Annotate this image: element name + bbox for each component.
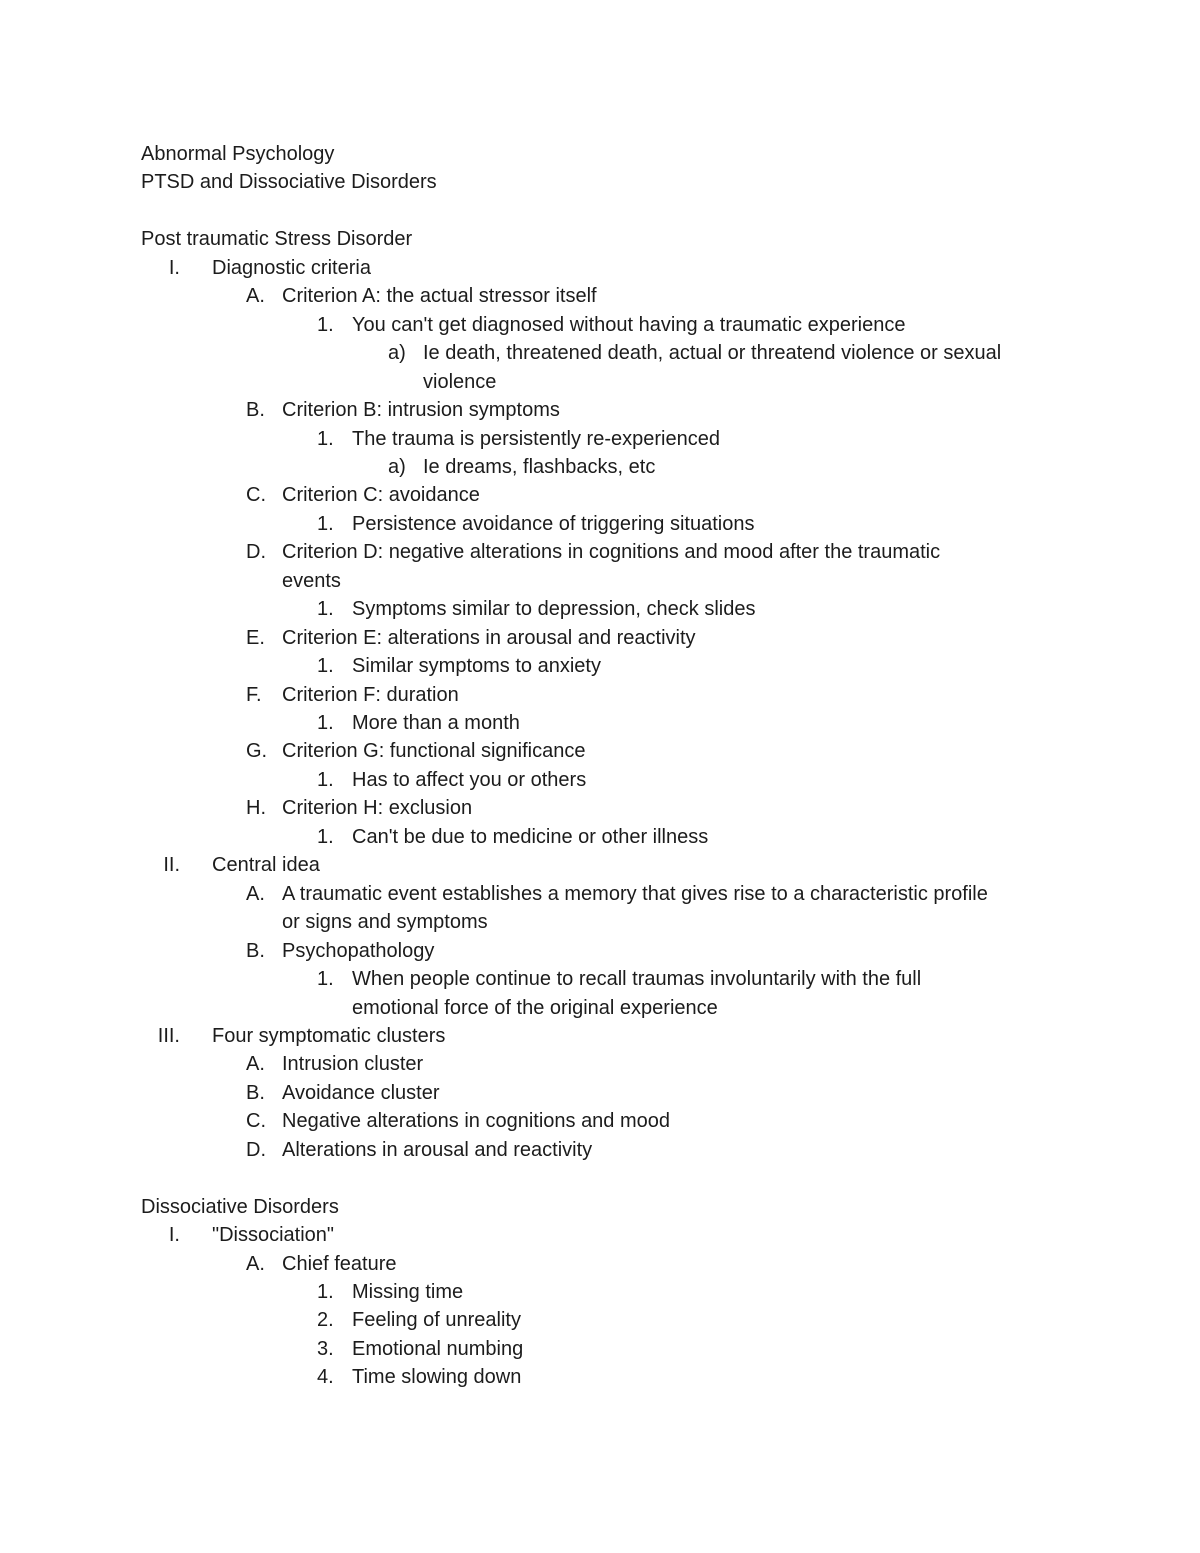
list-item-level-1: "Dissociation" [212,1224,335,1247]
list-marker: 1. [317,598,334,621]
document-subtitle: PTSD and Dissociative Disorders [141,171,437,194]
list-item-continuation: events [282,569,341,592]
list-item-level-3: Time slowing down [352,1366,522,1389]
list-item-level-3: Symptoms similar to depression, check slides [352,598,756,621]
list-item-level-1: Central idea [212,854,320,877]
list-item-level-2: Criterion C: avoidance [282,484,480,507]
list-marker: H. [246,797,266,820]
list-marker: a) [388,455,406,478]
list-item-level-2: Psychopathology [282,939,435,962]
list-item-level-2: Criterion D: negative alterations in cognitions and mood after the traumatic [282,541,941,564]
list-item-level-4: Ie death, threatened death, actual or threatend violence or sexual [423,342,1002,365]
list-marker: I. [168,1224,180,1247]
list-marker: a) [388,342,406,365]
list-item-level-3: When people continue to recall traumas involuntarily with the full [352,968,922,991]
document-title: Abnormal Psychology [141,143,335,165]
list-marker: D. [246,541,266,564]
list-item-level-2: Criterion G: functional significance [282,740,586,763]
list-marker: G. [246,740,268,763]
list-item-level-3: Missing time [352,1281,464,1303]
list-marker: C. [246,484,266,507]
list-item-continuation: violence [423,370,497,393]
list-marker: 3. [317,1337,334,1360]
list-marker: 1. [317,427,334,450]
list-item-level-3: Persistence avoidance of triggering situations [352,512,755,535]
list-marker: B. [246,939,265,962]
list-marker: A. [246,882,265,905]
list-marker: III. [157,1024,180,1047]
list-marker: 4. [317,1366,334,1389]
list-item-level-2: Criterion E: alterations in arousal and reactivity [282,626,696,649]
list-marker: 1. [317,968,334,991]
list-marker: 1. [317,712,334,734]
list-marker: 1. [317,655,334,678]
list-item-level-2: Criterion A: the actual stressor itself [282,285,597,308]
list-marker: 1. [317,768,334,791]
section-heading: Dissociative Disorders [141,1195,339,1218]
list-marker: 1. [317,313,334,336]
list-marker: B. [246,1081,265,1104]
list-item-continuation: or signs and symptoms [282,911,488,934]
section-heading: Post traumatic Stress Disorder [141,228,413,251]
list-item-level-4: Ie dreams, flashbacks, etc [423,455,656,478]
list-item-level-2: Criterion H: exclusion [282,797,473,820]
list-item-level-2: Alterations in arousal and reactivity [282,1138,593,1161]
list-item-level-2: Chief feature [282,1252,397,1275]
list-item-level-3: Has to affect you or others [352,768,587,791]
list-marker: 1. [317,512,334,535]
list-item-level-3: Similar symptoms to anxiety [352,655,601,678]
list-item-level-3: Feeling of unreality [352,1309,521,1332]
list-item-level-2: Negative alterations in cognitions and mood [282,1110,671,1133]
list-marker: II. [163,854,180,877]
list-marker: F. [246,683,262,706]
list-item-level-2: Criterion F: duration [282,683,459,706]
list-marker: A. [246,1053,265,1076]
list-marker: E. [246,626,265,649]
list-marker: C. [246,1110,266,1133]
list-marker: I. [168,256,180,279]
list-marker: B. [246,399,265,422]
list-marker: 2. [317,1309,334,1332]
list-marker: A. [246,285,265,308]
list-item-level-3: Emotional numbing [352,1337,524,1360]
list-item-level-2: Criterion B: intrusion symptoms [282,399,560,422]
list-item-level-3: The trauma is persistently re-experienced [352,427,720,450]
list-marker: 1. [317,825,334,848]
list-item-level-1: Diagnostic criteria [212,256,371,279]
list-marker: D. [246,1138,266,1161]
list-item-level-2: A traumatic event establishes a memory that gives rise to a characteristic profile [282,882,988,905]
list-item-level-3: More than a month [352,712,520,734]
list-item-level-2: Avoidance cluster [282,1081,440,1104]
list-item-level-3: You can't get diagnosed without having a traumatic experience [352,313,906,336]
list-item-level-3: Can't be due to medicine or other illness [352,825,709,848]
list-item-continuation: emotional force of the original experience [352,996,718,1019]
list-marker: A. [246,1252,265,1275]
list-marker: 1. [317,1281,334,1303]
list-item-level-1: Four symptomatic clusters [212,1024,446,1047]
list-item-level-2: Intrusion cluster [282,1053,424,1076]
